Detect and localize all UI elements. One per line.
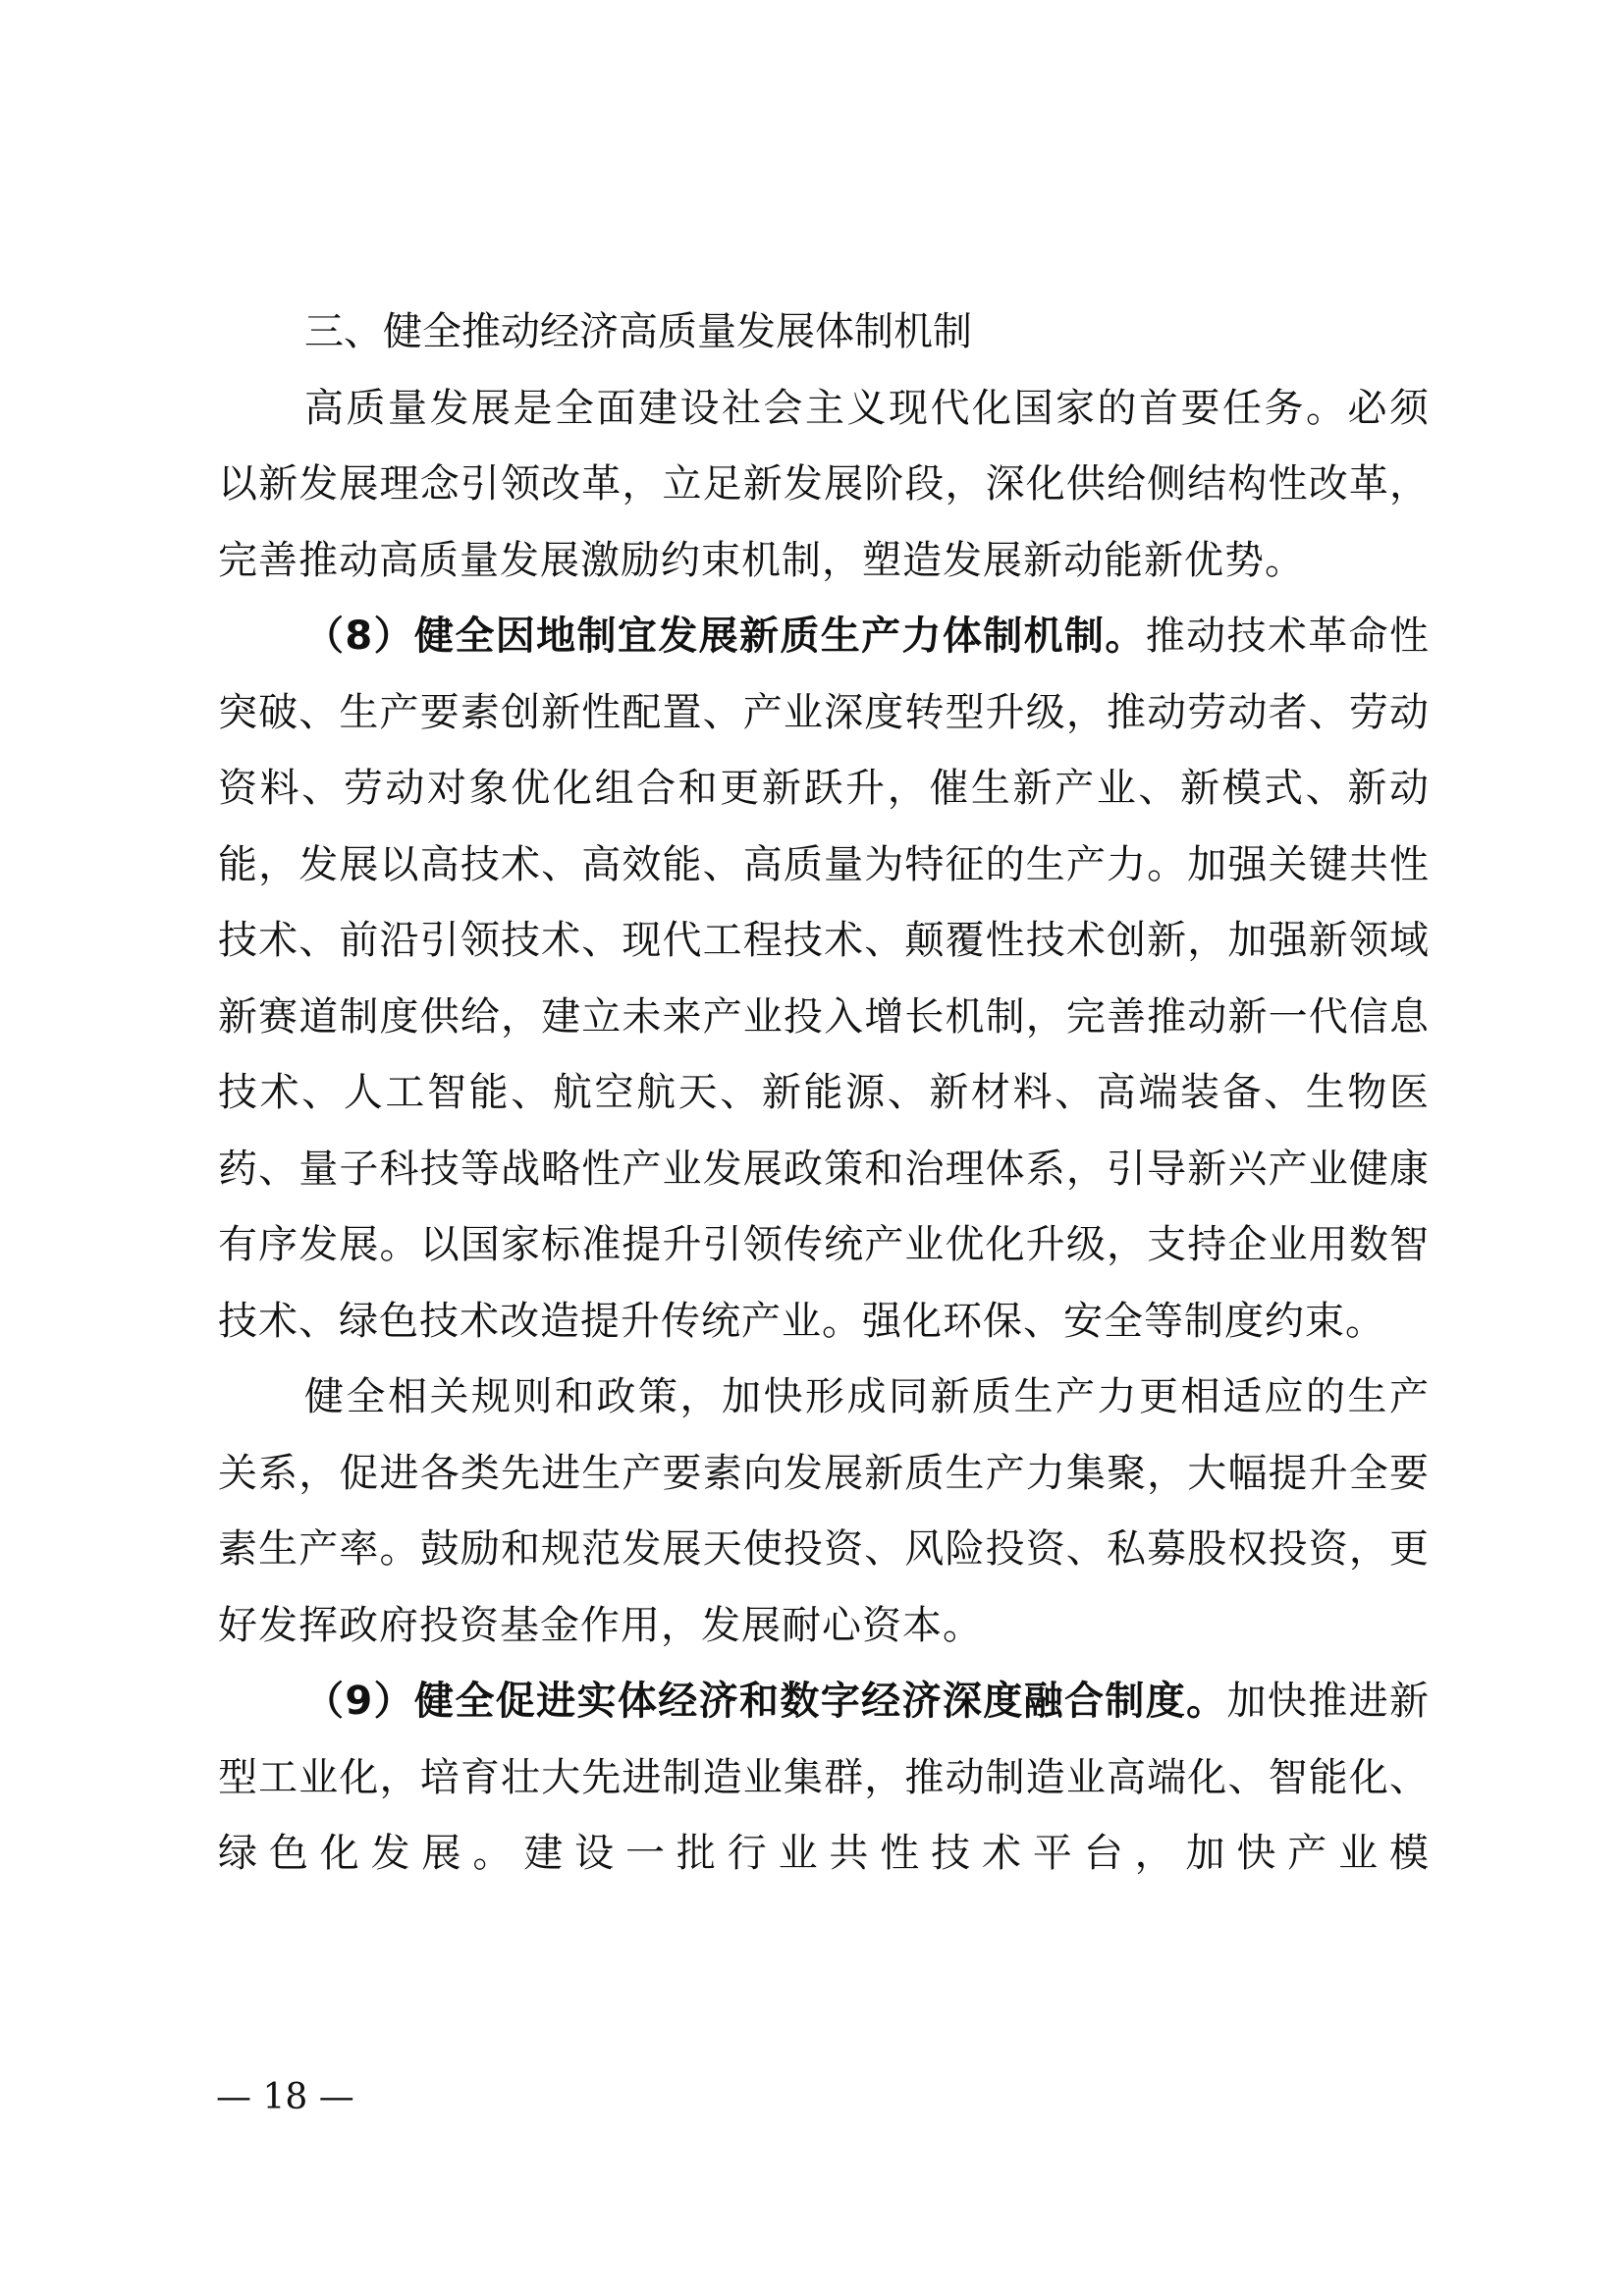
item-9-paragraph <box>218 1664 1430 1893</box>
page-content <box>218 294 1430 1893</box>
item-9-title: （9）健全促进实体经济和数字经济深度融合制度。 <box>304 1679 1227 1724</box>
item-8-title: （8）健全因地制宜发展新质生产力体制机制。 <box>304 614 1146 659</box>
item-8-body: 推动技术革命性突破、生产要素创新性配置、产业深度转型升级，推动劳动者、劳动资料、劳动对象优化组合和更新跃升，催生新产业、新模式、新动能，发展以高技术、高效能、高质量为特征的生产力。加强关键共性技术、前沿引领技术、现代工程技术、颠覆性技术创新，加强新领域新赛道制度供给，建立未来产业投入增长机制，完善推动新一代信息技术、人工智能、航空航天、新能源、新材料、高端装备、生物医药、量子科技等战略性产业发展政策和治理体系，引导新兴产业健康有序发展。以国家标准提升引领传统产业优化升级，支持企业用数智技术、绿色技术改造提升传统产业。强化环保、安全等制度约束。 <box>218 614 1430 1344</box>
section-intro-paragraph <box>218 371 1430 600</box>
item-8-second-paragraph <box>218 1360 1430 1664</box>
item-9-body: 加快推进新型工业化，培育壮大先进制造业集群，推动制造业高端化、智能化、绿色化发展。建设一批行业共性技术平台，加快产业模 <box>218 1679 1430 1876</box>
item-8-paragraph <box>218 599 1430 1360</box>
page-number: — 18 — <box>216 2077 354 2117</box>
item-8-second-text: 健全相关规则和政策，加快形成同新质生产力更相适应的生产关系，促进各类先进生产要素向发展新质生产力集聚，大幅提升全要素生产率。鼓励和规范发展天使投资、风险投资、私募股权投资，更好发挥政府投资基金作用，发展耐心资本。 <box>218 1374 1430 1648</box>
section-intro-text: 高质量发展是全面建设社会主义现代化国家的首要任务。必须以新发展理念引领改革，立足新发展阶段，深化供给侧结构性改革，完善推动高质量发展激励约束机制，塑造发展新动能新优势。 <box>218 385 1430 583</box>
section-heading: 三、健全推动经济高质量发展体制机制 <box>304 309 972 354</box>
